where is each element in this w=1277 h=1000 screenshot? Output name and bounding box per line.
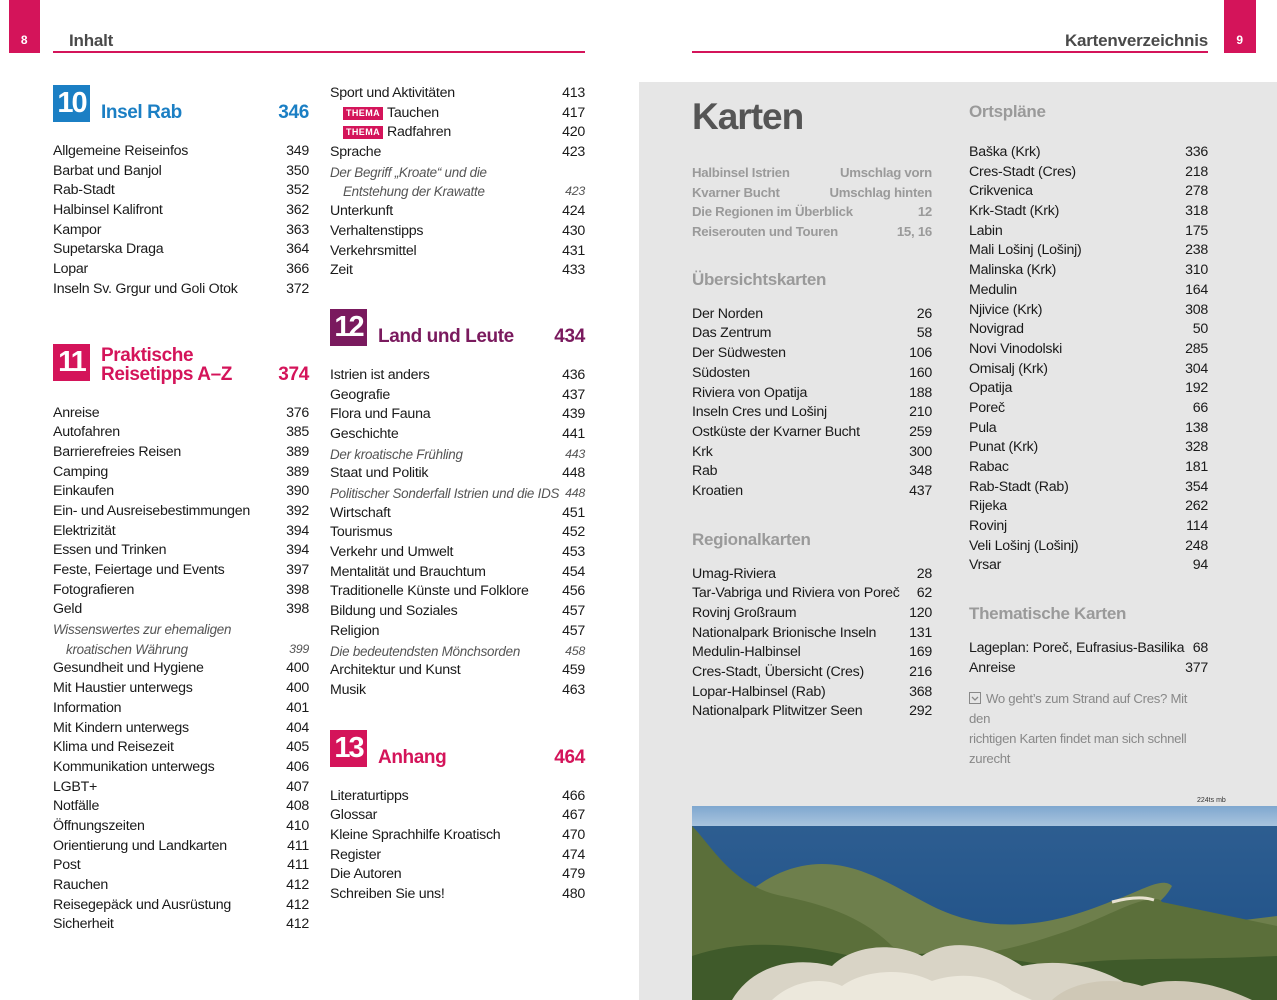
map-entry[interactable]: Vrsar 94 <box>969 557 1208 574</box>
map-entry[interactable]: Poreč 66 <box>969 399 1208 416</box>
map-entry[interactable]: Punat (Krk) 328 <box>969 439 1208 456</box>
map-entry[interactable]: Ostküste der Kvarner Bucht 259 <box>692 423 932 440</box>
map-entry[interactable]: Veli Lošinj (Lošinj) 248 <box>969 537 1208 554</box>
chapter-title: Praktische Reisetipps A–Z <box>101 344 232 385</box>
map-entry[interactable]: Cres-Stadt, Übersicht (Cres) 216 <box>692 664 932 681</box>
toc-entry[interactable]: Klima und Reisezeit 405 <box>53 739 309 756</box>
maps-column-1 <box>692 97 932 722</box>
toc-entry[interactable]: kroatischen Währung 399 <box>66 641 309 657</box>
toc-entry[interactable]: Kleine Sprachhilfe Kroatisch 470 <box>330 826 585 843</box>
chapter-page: 374 <box>278 363 309 385</box>
maps-title: Karten <box>692 96 804 137</box>
toc-entry[interactable]: Elektrizität 394 <box>53 522 309 539</box>
toc-entry[interactable]: Mit Haustier unterwegs 400 <box>53 680 309 697</box>
toc-entry[interactable]: Kampor 363 <box>53 221 309 238</box>
toc-entry[interactable]: Halbinsel Kalifront 362 <box>53 202 309 219</box>
toc-entry[interactable]: Sicherheit 412 <box>53 916 309 933</box>
toc-entry[interactable]: Mit Kindern unterwegs 404 <box>53 719 309 736</box>
toc-entry[interactable]: Der kroatische Frühling 443 <box>330 446 585 462</box>
regional-maps-heading: Regionalkarten <box>692 529 811 549</box>
regional-maps-list <box>692 565 932 723</box>
map-entry[interactable]: Reiserouten und Touren 15, 16 <box>692 224 932 240</box>
toc-entry[interactable]: Unterkunft 424 <box>330 203 585 220</box>
coast-photo <box>692 806 1277 1000</box>
toc-entry[interactable]: Der Begriff „Kroate“ und die <box>330 164 487 180</box>
map-entry[interactable]: Nationalpark Brionische Inseln 131 <box>692 624 932 641</box>
city-maps-list <box>969 143 1208 576</box>
toc-entry[interactable]: Bildung und Soziales 457 <box>330 603 585 620</box>
map-entry[interactable]: Baška (Krk) 336 <box>969 144 1208 160</box>
toc-entry[interactable]: Information 401 <box>53 699 309 716</box>
toc-entry[interactable]: Geld 398 <box>53 601 309 618</box>
toc-entry[interactable]: Traditionelle Künste und Folklore 456 <box>330 583 585 600</box>
thematic-maps-heading: Thematische Karten <box>969 604 1127 624</box>
toc-entry-thema[interactable]: THEMA Tauchen 417 <box>330 104 585 124</box>
thema-badge: THEMA <box>343 107 383 120</box>
toc-entry[interactable]: Geschichte 441 <box>330 425 585 442</box>
chapter-number: 13 <box>330 730 367 767</box>
map-entry[interactable]: Opatija 192 <box>969 380 1208 397</box>
chapter-11-entries <box>53 404 309 936</box>
city-maps-heading: Ortspläne <box>969 102 1046 121</box>
chapter-number: 12 <box>330 309 367 346</box>
map-entry[interactable]: Südosten 160 <box>692 364 932 381</box>
general-maps-list <box>692 163 932 242</box>
header-rule-right <box>692 51 1208 53</box>
toc-entry[interactable]: Gesundheit und Hygiene 400 <box>53 660 309 677</box>
map-entry[interactable]: Anreise 377 <box>969 659 1208 676</box>
map-entry[interactable]: Der Norden 26 <box>692 305 932 322</box>
toc-entry[interactable]: Verkehrsmittel 431 <box>330 242 585 259</box>
toc-entry[interactable]: Verkehr und Umwelt 453 <box>330 544 585 561</box>
map-entry[interactable]: Pula 138 <box>969 419 1208 436</box>
toc-entry[interactable]: Öffnungszeiten 410 <box>53 817 309 834</box>
toc-entry[interactable]: Ein- und Ausreisebestimmungen 392 <box>53 502 309 519</box>
header-rule-left <box>53 51 585 53</box>
toc-entry[interactable]: Rauchen 412 <box>53 877 309 893</box>
map-entry[interactable]: Tar-Vabriga und Riviera von Poreč 62 <box>692 585 932 602</box>
thema-badge: THEMA <box>343 126 383 139</box>
map-entry[interactable]: Medulin-Halbinsel 169 <box>692 644 932 661</box>
map-entry[interactable]: Kroatien 437 <box>692 482 932 499</box>
map-entry[interactable]: Kvarner Bucht Umschlag hinten <box>692 184 932 200</box>
map-entry[interactable]: Die Regionen im Überblick 12 <box>692 204 932 220</box>
toc-entry[interactable]: Kommunikation unterwegs 406 <box>53 758 309 775</box>
overview-maps-list <box>692 305 932 502</box>
map-entry[interactable]: Der Südwesten 106 <box>692 345 932 362</box>
map-entry[interactable]: Halbinsel Istrien Umschlag vorn <box>692 165 932 180</box>
chapter-number: 10 <box>53 85 90 122</box>
map-entry[interactable]: Krk 300 <box>692 443 932 460</box>
chapter-page: 434 <box>554 325 585 347</box>
toc-entry[interactable]: Notfälle 408 <box>53 798 309 815</box>
toc-entry[interactable]: Tourismus 452 <box>330 524 585 541</box>
overview-maps-heading: Übersichtskarten <box>692 269 827 289</box>
toc-entry[interactable]: Anreise 376 <box>53 404 309 421</box>
thematic-maps-list <box>969 639 1208 678</box>
page-number-tab-left: 8 <box>9 0 40 53</box>
toc-entry[interactable]: Staat und Politik 448 <box>330 465 585 482</box>
maps-column-2 <box>969 102 1208 769</box>
chapter-page: 464 <box>554 746 585 768</box>
chapter-title: Anhang <box>378 746 447 768</box>
toc-entry[interactable]: Die bedeutendsten Mönchsorden 458 <box>330 643 585 659</box>
toc-entry[interactable]: Barrierefreies Reisen 389 <box>53 443 309 460</box>
map-entry[interactable]: Lopar-Halbinsel (Rab) 368 <box>692 683 932 700</box>
toc-entry[interactable]: Supetarska Draga 364 <box>53 241 309 258</box>
map-entry[interactable]: Inseln Cres und Lošinj 210 <box>692 404 932 421</box>
toc-entry[interactable]: Literaturtipps 466 <box>330 787 585 804</box>
map-entry[interactable]: Medulin 164 <box>969 281 1208 298</box>
map-entry[interactable]: Umag-Riviera 28 <box>692 565 932 582</box>
toc-entry[interactable]: Autofahren 385 <box>53 424 309 441</box>
chapter-title: Land und Leute <box>378 325 514 347</box>
map-entry[interactable]: Riviera von Opatija 188 <box>692 384 932 401</box>
toc-entry[interactable]: Rab-Stadt 352 <box>53 182 309 199</box>
toc-entry[interactable]: Entstehung der Krawatte 423 <box>343 184 585 200</box>
chapter-page: 346 <box>278 102 309 123</box>
left-running-header: Inhalt <box>69 31 114 50</box>
toc-entry[interactable]: Allgemeine Reiseinfos 349 <box>53 143 309 159</box>
toc-entry[interactable]: Verhaltenstipps 430 <box>330 222 585 239</box>
toc-entry[interactable]: Glossar 467 <box>330 807 585 824</box>
toc-entry[interactable]: Register 474 <box>330 846 585 863</box>
toc-entry[interactable]: Musik 463 <box>330 681 585 698</box>
toc-entry[interactable]: Sprache 423 <box>330 144 585 161</box>
map-entry[interactable]: Malinska (Krk) 310 <box>969 262 1208 279</box>
chapter-13-entries <box>330 787 585 905</box>
map-entry[interactable]: Nationalpark Plitwitzer Seen 292 <box>692 703 932 720</box>
toc-entry[interactable]: Fotografieren 398 <box>53 581 309 598</box>
toc-entry[interactable]: Mentalität und Brauchtum 454 <box>330 563 585 580</box>
toc-column-1 <box>53 82 309 935</box>
chapter-10-heading[interactable] <box>53 82 309 122</box>
right-running-header: Kartenverzeichnis <box>1064 31 1208 50</box>
toc-entry[interactable]: Wirtschaft 451 <box>330 504 585 521</box>
toc-entry[interactable]: Essen und Trinken 394 <box>53 542 309 559</box>
toc-entry[interactable]: Religion 457 <box>330 622 585 639</box>
map-entry[interactable]: Lageplan: Poreč, Eufrasius-Basilika 68 <box>969 640 1208 657</box>
toc-entry[interactable]: Wissenswertes zur ehemaligen <box>53 622 232 638</box>
toc-entry[interactable]: Flora und Fauna 439 <box>330 406 585 423</box>
page-number-tab-right: 9 <box>1224 0 1256 53</box>
map-entry[interactable]: Rovinj Großraum 120 <box>692 605 932 621</box>
map-entry[interactable]: Njivice (Krk) 308 <box>969 301 1208 318</box>
chapter-12-entries <box>330 366 585 701</box>
toc-entry[interactable]: Zeit 433 <box>330 262 585 279</box>
map-entry[interactable]: Rab 348 <box>692 463 932 480</box>
photo-caption: Wo geht’s zum Strand auf Cres? Mit den richtigen Karten findet man sich schnell zurecht <box>969 690 1188 766</box>
photo-credit: 224ts mb <box>1197 797 1226 804</box>
toc-entry[interactable]: Barbat und Banjol 350 <box>53 162 309 179</box>
map-entry[interactable]: Novigrad 50 <box>969 321 1208 338</box>
map-entry[interactable]: Rovinj 114 <box>969 518 1208 535</box>
toc-entry[interactable]: Istrien ist anders 436 <box>330 366 585 383</box>
map-entry[interactable]: Rijeka 262 <box>969 498 1208 515</box>
chapter-number: 11 <box>53 344 90 381</box>
toc-entry-thema[interactable]: THEMA Radfahren 420 <box>330 123 585 143</box>
toc-entry[interactable]: Sport und Aktivitäten 413 <box>330 85 585 101</box>
map-entry[interactable]: Omisalj (Krk) 304 <box>969 360 1208 377</box>
toc-entry[interactable]: Camping 389 <box>53 463 309 480</box>
map-entry[interactable]: Mali Lošinj (Lošinj) 238 <box>969 242 1208 259</box>
toc-entry[interactable]: Die Autoren 479 <box>330 866 585 883</box>
toc-entry[interactable]: Architektur und Kunst 459 <box>330 662 585 679</box>
map-entry[interactable]: Krk-Stadt (Krk) 318 <box>969 203 1208 220</box>
map-entry[interactable]: Cres-Stadt (Cres) 218 <box>969 163 1208 180</box>
map-entry[interactable]: Das Zentrum 58 <box>692 325 932 342</box>
toc-column-2 <box>330 84 585 905</box>
chapter-13-heading[interactable] <box>330 727 585 767</box>
map-entry[interactable]: Crikvenica 278 <box>969 183 1208 200</box>
chapter-title: Insel Rab <box>101 102 182 123</box>
map-entry[interactable]: Rab-Stadt (Rab) 354 <box>969 478 1208 495</box>
caption-pointer-icon <box>969 692 981 704</box>
chapter-10-entries <box>53 142 309 300</box>
toc-entry[interactable]: Reisegepäck und Ausrüstung 412 <box>53 896 309 913</box>
toc-entry[interactable]: Schreiben Sie uns! 480 <box>330 886 585 902</box>
map-entry[interactable]: Rabac 181 <box>969 459 1208 475</box>
toc-entry[interactable]: Einkaufen 390 <box>53 483 309 500</box>
toc-entry[interactable]: Feste, Feiertage und Events 397 <box>53 562 309 578</box>
chapter-12-heading[interactable] <box>330 306 585 346</box>
map-entry[interactable]: Novi Vinodolski 285 <box>969 340 1208 357</box>
toc-entry[interactable]: Lopar 366 <box>53 261 309 278</box>
toc-entry[interactable]: Inseln Sv. Grgur und Goli Otok 372 <box>53 280 309 297</box>
toc-entry[interactable]: Orientierung und Landkarten 411 <box>53 837 309 854</box>
toc-entry[interactable]: Geografie 437 <box>330 386 585 403</box>
toc-entry[interactable]: LGBT+ 407 <box>53 778 309 795</box>
map-entry[interactable]: Labin 175 <box>969 222 1208 239</box>
toc-entry[interactable]: Politischer Sonderfall Istrien und die IDS 448 <box>330 486 585 501</box>
toc-entry[interactable]: Post 411 <box>53 857 309 874</box>
chapter-11-heading[interactable] <box>53 325 309 384</box>
